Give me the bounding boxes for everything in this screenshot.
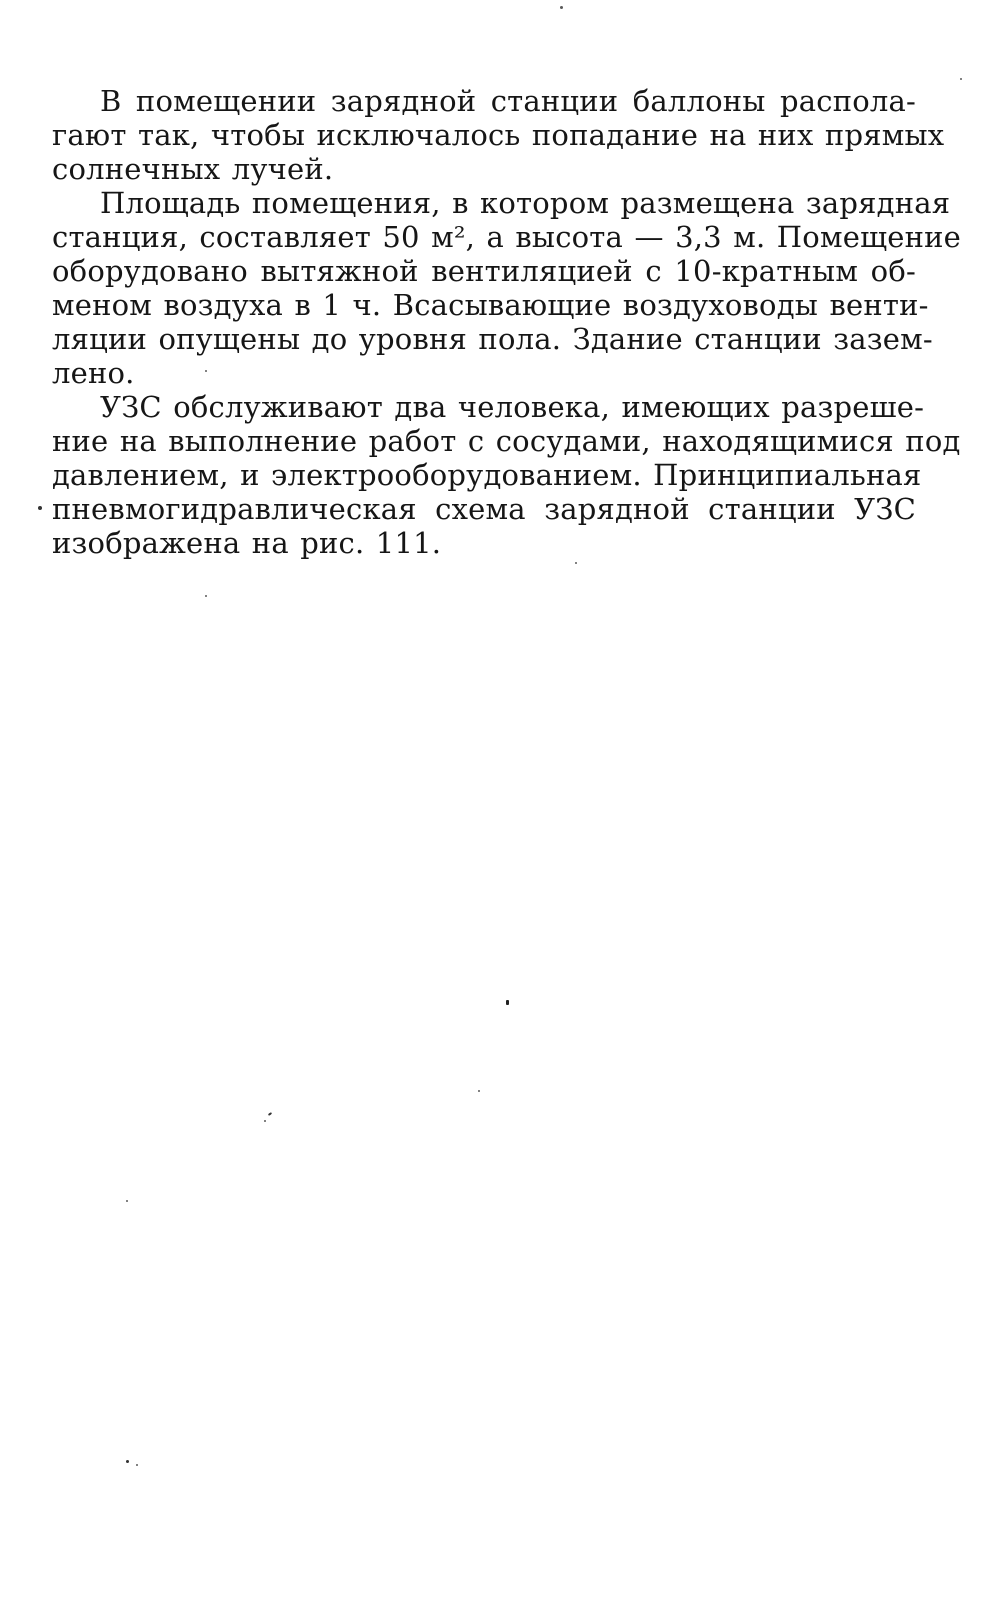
scan-speck [205,595,207,597]
paragraph-room-area [52,186,962,390]
scan-speck [575,562,577,564]
paragraph-charging-room [52,84,945,186]
text-line: гают так, чтобы исключалось попадание на них прямых [52,118,945,152]
text-line: изображена на рис. 111. [52,526,442,560]
scan-speck [960,78,962,80]
scan-speck [268,1112,272,1116]
text-line: солнечных лучей. [52,152,334,186]
text-line: оборудовано вытяжной вентиляцией с 10-кратным об- [52,254,916,288]
text-line: пневмогидравлическая схема зарядной станции УЗС [52,492,916,526]
text-line: Площадь помещения, в котором размещена зарядная [100,186,951,220]
scan-speck [560,6,563,9]
scan-speck [38,506,42,510]
paragraph-staff [52,390,961,560]
scan-speck [506,1000,509,1005]
text-line: УЗС обслуживают два человека, имеющих разреше- [100,390,925,424]
scan-speck [478,1090,480,1092]
scan-speck [126,1200,128,1202]
scan-speck [205,370,207,372]
scan-speck [264,1120,266,1122]
text-line: В помещении зарядной станции баллоны распола- [100,84,916,118]
text-line: лено. [52,356,135,390]
text-line: станция, составляет 50 м², а высота — 3,3 м. Помещение [52,220,962,254]
body-text [52,84,962,560]
scan-speck [136,1464,138,1466]
scan-speck [126,1460,129,1463]
text-line: ние на выполнение работ с сосудами, находящимися под [52,424,961,458]
text-line: меном воздуха в 1 ч. Всасывающие воздуховоды венти- [52,288,929,322]
text-line: давлением, и электрооборудованием. Принципиальная [52,458,922,492]
text-line: ляции опущены до уровня пола. Здание станции зазем- [52,322,933,356]
